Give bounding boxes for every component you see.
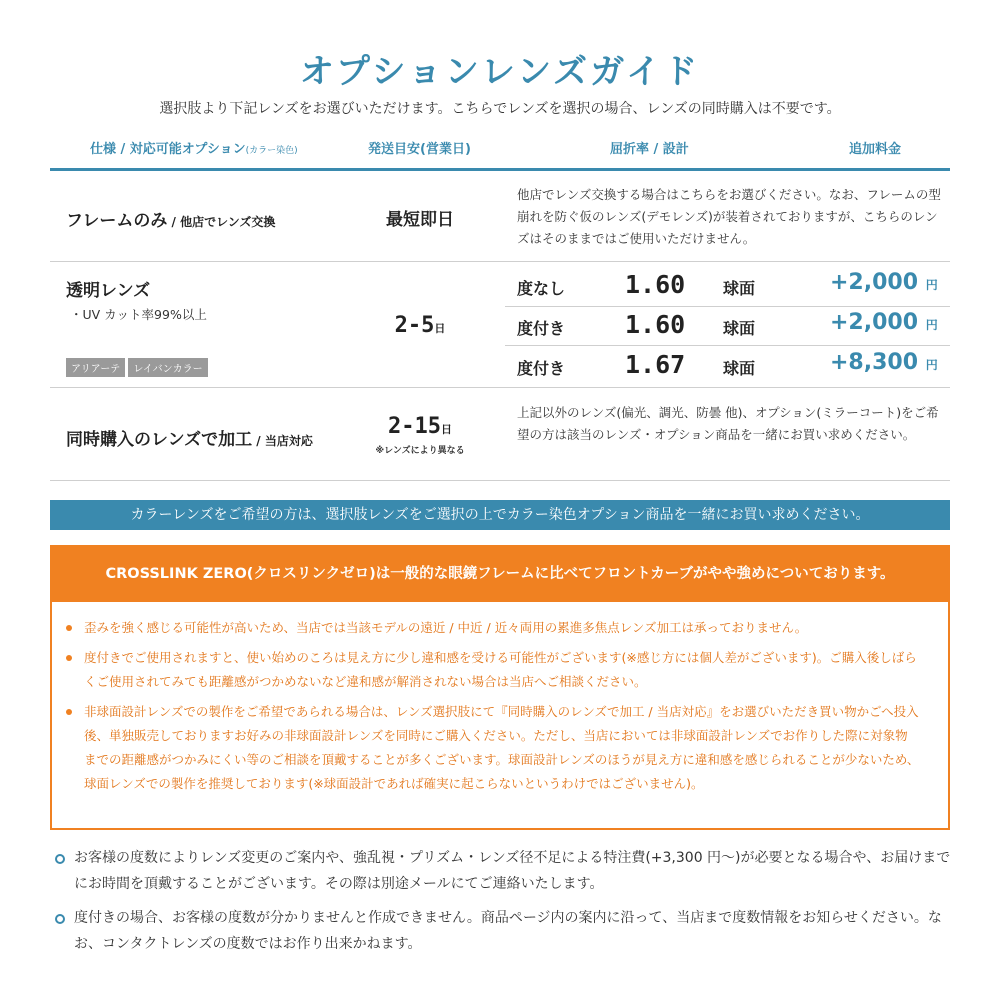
lens-price [830,270,938,295]
bullet-dot-icon [66,625,72,631]
footnote-text: 度付きの場合、お客様の度数が分かりませんと作成できません。商品ページ内の案内に沿って、当店まで度数情報をお知らせください。なお、コンタクトレンズの度数ではお作り出来かねます。 [74,910,942,952]
lens-price-value: +8,300 [830,350,919,375]
header-index: 屈折率 / 設計 [610,142,689,157]
warning-text: 度付きでご使用されますと、使い始めのころは見え方に少し違和感を受ける可能性がございます(※感じ方には個人差がございます)。ご購入後しばらくご使用されてみても距離感がつかめないなど違和感が解消されない場合は当店へご相談ください。 [84,650,917,689]
clear-ship-unit: 日 [434,322,446,335]
frame-only-label: フレームのみ [66,211,168,231]
simultaneous-ship-days: 2-15 [388,414,441,439]
simultaneous-label: 同時購入のレンズで加工 [66,430,253,450]
lens-design: 球面 [723,279,756,298]
lens-price-unit: 円 [925,318,938,332]
simultaneous-ship-note: ※レンズにより異なる [375,446,465,456]
lens-price [830,310,938,335]
header-shipping: 発送目安(営業日) [368,142,471,157]
lens-type: 度なし [517,279,566,298]
lens-design: 球面 [723,319,756,338]
bullet-dot-icon [66,655,72,661]
lens-option-row [505,347,950,385]
warning-box [50,545,950,830]
lens-design: 球面 [723,359,756,378]
footnote-item [74,845,954,897]
lens-price-unit: 円 [925,358,938,372]
warning-item [84,646,920,694]
header-spec-label: 仕様 / 対応可能オプション [90,142,246,157]
page-subtitle: 選択肢より下記レンズをお選びいただけます。こちらでレンズを選択の場合、レンズの同時購入は不要です。 [159,101,841,117]
warning-heading: CROSSLINK ZERO(クロスリンクゼロ)は一般的な眼鏡フレームに比べてフロントカーブがやや強めについております。 [52,547,948,602]
frame-only-sub: / 他店でレンズ交換 [167,215,276,229]
lens-index: 1.60 [625,310,686,339]
lens-price-value: +2,000 [830,270,919,295]
warning-text: 歪みを強く感じる可能性が高いため、当店では当該モデルの遠近 / 中近 / 近々両用の累進多焦点レンズ加工は承っておりません。 [84,620,808,635]
lens-divider [505,345,950,346]
header-price: 追加料金 [849,142,902,157]
footnote-text: お客様の度数によりレンズ変更のご案内や、強乱視・プリズム・レンズ径不足による特注費(+3,300 円〜)が必要となる場合や、お届けまでにお時間を頂戴することがございます。その際は別途メールにてご連絡いたします。 [74,850,951,892]
color-lens-banner: カラーレンズをご希望の方は、選択肢レンズをご選択の上でカラー染色オプション商品を一緒にお買い求めください。 [50,500,950,530]
circle-bullet-icon [55,914,65,924]
clear-lens-ship [360,313,480,338]
clear-ship-days: 2-5 [394,313,435,338]
lens-option-row [505,307,950,345]
lens-price-value: +2,000 [830,310,919,335]
frame-only-ship: 最短即日 [386,210,454,230]
warning-list [52,602,948,796]
row-divider [50,387,950,388]
lens-index: 1.60 [625,270,686,299]
lens-index: 1.67 [625,350,686,379]
tag-ariarte: アリアーテ [66,358,125,377]
table-bottom-divider [50,480,950,481]
circle-bullet-icon [55,854,65,864]
page-title: オプションレンズガイド [299,52,701,92]
option-tags [66,357,211,377]
frame-only-note: 他店でレンズ交換する場合はこちらをお選びください。なお、フレームの型崩れを防ぐ仮のレンズ(デモレンズ)が装着されておりますが、こちらのレンズはそのままではご使用いただけません。 [517,187,941,246]
lens-type: 度付き [517,319,566,338]
clear-lens-title: 透明レンズ [66,281,151,301]
warning-text: 非球面設計レンズでの製作をご希望であられる場合は、レンズ選択肢にて『同時購入のレンズで加工 / 当店対応』をお選びいただき買い物かごへ投入後、単独販売しておりますお好みの非球面設計レンズを同時にご購入ください。ただし、当店においては非球面設計レンズでお作りした際に対象物までの距離感がつかみにくい等のご相談を頂戴することが多くございます。球面設計レンズのほうが見え方に違和感を感じられることが少ないため、球面レンズでの製作を推奨しております(※球面設計であれば確実に起こらないというわけではございません)。 [84,704,920,791]
row-frame-only-title [66,206,275,231]
footnote-item [74,905,954,957]
simultaneous-ship-unit: 日 [440,423,452,436]
warning-item [84,700,920,796]
bullet-dot-icon [66,709,72,715]
header-divider [50,168,950,171]
warning-item [84,616,920,640]
lens-price [830,350,938,375]
lens-price-unit: 円 [925,278,938,292]
simultaneous-note: 上記以外のレンズ(偏光、調光、防曇 他)、オプション(ミラーコート)をご希望の方は該当のレンズ・オプション商品を一緒にお買い求めください。 [517,405,939,442]
header-spec [90,138,298,157]
tag-rayban-color: レイバンカラー [128,358,207,377]
row-divider [50,261,950,262]
simultaneous-ship [360,414,480,439]
header-spec-sub: (カラー染色) [245,146,298,156]
simultaneous-title [66,425,313,450]
simultaneous-sub: / 当店対応 [252,434,313,448]
uv-cut-note: ・UV カット率99%以上 [70,307,207,322]
lens-type: 度付き [517,359,566,378]
lens-option-row [505,267,950,305]
